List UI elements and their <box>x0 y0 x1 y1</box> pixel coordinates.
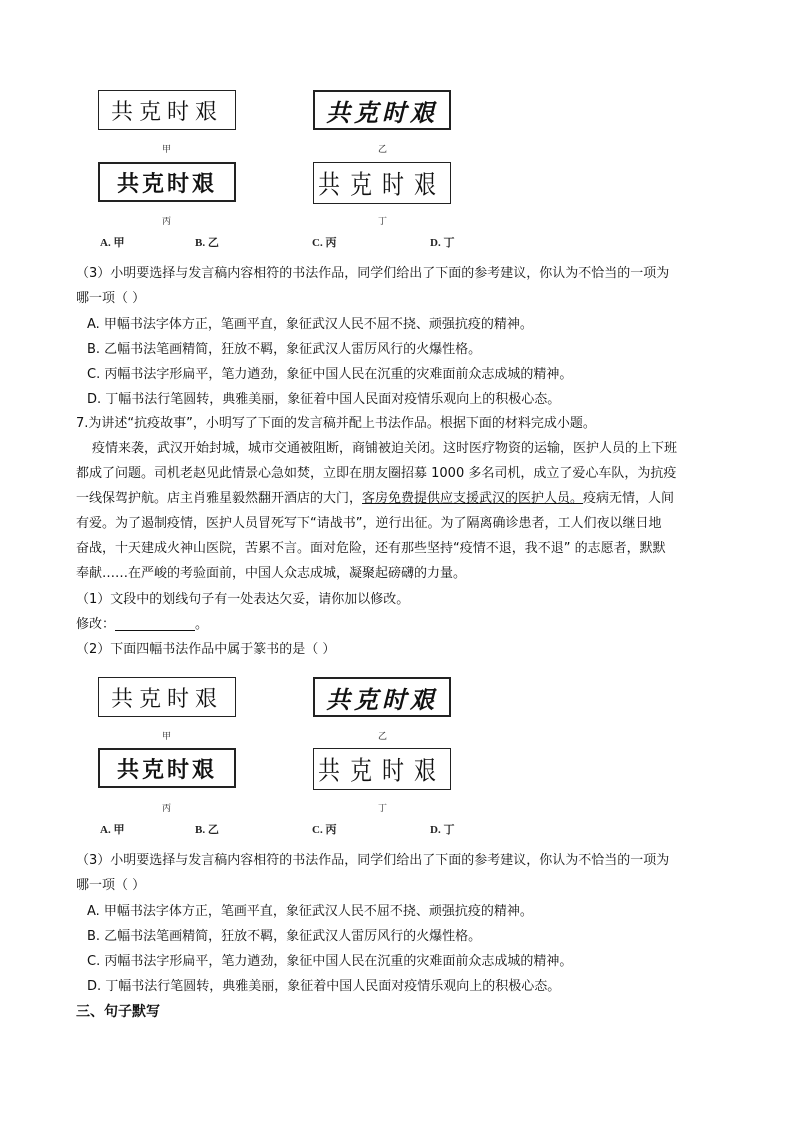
option-c-2: C. 丙 <box>312 824 337 836</box>
caption-ding: 丁 <box>378 217 388 227</box>
q3-stem-line2-2: 哪一项（ ） <box>76 878 146 893</box>
q3-choice-d: D. 丁幅书法行笔圆转，典雅美丽，象征着中国人民面对疫情乐观向上的积极心态。 <box>87 392 561 407</box>
fix-answer-line <box>76 615 208 635</box>
passage-line2: 都成了问题。司机老赵见此情景心急如焚，立即在朋友圈招募 1000 多名司机，成立了爱心车队，为抗疫 <box>76 466 677 481</box>
passage-line3 <box>76 489 674 509</box>
calligraphy-jia: 共克时艰 <box>98 90 236 130</box>
option-b: B. 乙 <box>195 237 219 249</box>
q3-choice-a-2: A. 甲幅书法字体方正，笔画平直，象征武汉人民不屈不挠、顽强抗疫的精神。 <box>87 904 533 919</box>
passage-line1: 疫情来袭，武汉开始封城，城市交通被阻断，商铺被迫关闭。这时医疗物资的运输，医护人员的上下班 <box>92 441 678 456</box>
calligraphy-figure-top <box>0 0 794 250</box>
caption-jia-2: 甲 <box>162 732 172 742</box>
fix-answer-blank[interactable] <box>115 616 195 631</box>
q3-choice-a: A. 甲幅书法字体方正，笔画平直，象征武汉人民不屈不挠、顽强抗疫的精神。 <box>87 317 533 332</box>
caption-jia: 甲 <box>162 145 172 155</box>
q7-subquestion-1: （1）文段中的划线句子有一处表达欠妥，请你加以修改。 <box>76 592 410 607</box>
passage-line6: 奉献……在严峻的考验面前，中国人众志成城，凝聚起磅礴的力量。 <box>76 566 467 581</box>
fix-label: 修改： <box>76 617 116 632</box>
caption-ding-2: 丁 <box>378 804 388 814</box>
passage-line3-end: 疫病无情，人间 <box>583 491 675 506</box>
passage-line4: 有爱。为了遏制疫情，医护人员冒死写下“请战书”，逆行出征。为了隔离确诊患者，工人们夜以继日地 <box>76 516 662 531</box>
calligraphy-bing-2: 共克时艰 <box>98 748 236 788</box>
calligraphy-yi: 共克时艰 <box>313 90 451 130</box>
calligraphy-ding: 共克时艰 <box>313 162 451 204</box>
section-heading: 三、句子默写 <box>76 1004 160 1020</box>
q7-subquestion-2: （2）下面四幅书法作品中属于篆书的是（ ） <box>76 642 336 657</box>
q3-stem-line1-2: （3）小明要选择与发言稿内容相符的书法作品，同学们给出了下面的参考建议，你认为不恰当的一项为 <box>76 853 670 868</box>
calligraphy-bing: 共克时艰 <box>98 162 236 202</box>
caption-yi-2: 乙 <box>378 732 388 742</box>
option-d: D. 丁 <box>430 237 455 249</box>
calligraphy-yi-2: 共克时艰 <box>313 677 451 717</box>
q3-choice-d-2: D. 丁幅书法行笔圆转，典雅美丽，象征着中国人民面对疫情乐观向上的积极心态。 <box>87 979 561 994</box>
q3-choice-c: C. 丙幅书法字形扁平，笔力遒劲，象征中国人民在沉重的灾难面前众志成城的精神。 <box>87 367 573 382</box>
option-d-2: D. 丁 <box>430 824 455 836</box>
fix-end: 。 <box>195 617 209 632</box>
q3-choice-b-2: B. 乙幅书法笔画精简，狂放不羁，象征武汉人雷厉风行的火爆性格。 <box>87 929 482 944</box>
passage-line3-start: 一线保驾护航。店主肖雅星毅然翻开酒店的大门， <box>76 491 363 506</box>
q3-stem-line1: （3）小明要选择与发言稿内容相符的书法作品，同学们给出了下面的参考建议，你认为不恰当的一项为 <box>76 266 670 281</box>
calligraphy-jia-2: 共克时艰 <box>98 677 236 717</box>
option-a: A. 甲 <box>100 237 125 249</box>
underlined-sentence: 客房免费提供应支援武汉的医护人员。 <box>362 491 584 506</box>
option-b-2: B. 乙 <box>195 824 219 836</box>
caption-yi: 乙 <box>378 145 388 155</box>
calligraphy-ding-2: 共克时艰 <box>313 748 451 790</box>
q3-choice-c-2: C. 丙幅书法字形扁平，笔力遒劲，象征中国人民在沉重的灾难面前众志成城的精神。 <box>87 954 573 969</box>
option-a-2: A. 甲 <box>100 824 125 836</box>
q3-stem-line2: 哪一项（ ） <box>76 291 146 306</box>
passage-line5: 奋战，十天建成火神山医院，苦累不言。面对危险，还有那些坚持“疫情不退，我不退” 的志愿者，默默 <box>76 541 666 556</box>
option-c: C. 丙 <box>312 237 337 249</box>
caption-bing-2: 丙 <box>162 804 172 814</box>
q3-choice-b: B. 乙幅书法笔画精简，狂放不羁，象征武汉人雷厉风行的火爆性格。 <box>87 342 482 357</box>
caption-bing: 丙 <box>162 217 172 227</box>
q7-intro: 7.为讲述“抗疫故事”，小明写了下面的发言稿并配上书法作品。根据下面的材料完成小题。 <box>76 416 596 431</box>
